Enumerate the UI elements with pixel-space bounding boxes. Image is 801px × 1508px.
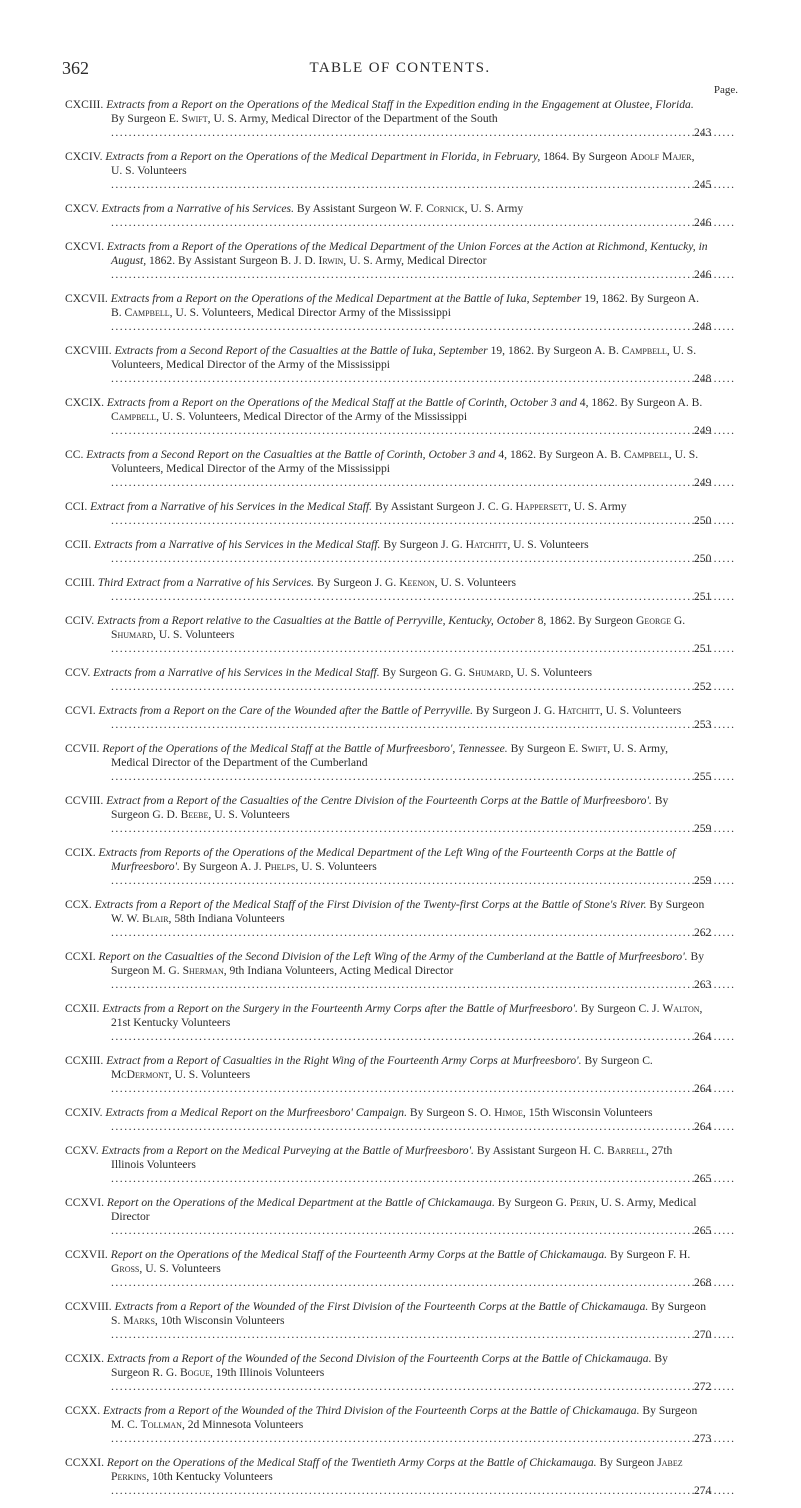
author-name: Beebe [180,808,209,821]
entry-number: CXCVI. [65,240,107,253]
entry-title [95,898,740,939]
entry-number: CCXVII. [65,1248,111,1261]
entry-title [103,1404,740,1445]
dot-leader [523,1106,653,1119]
entry-text: , U. S. Army, Medical Director of the Department of the South [207,112,498,125]
entry-number: CCXIX. [65,1352,107,1365]
entry-page-number: 264 [736,1082,740,1096]
entry-page-number: 265 [736,1172,740,1186]
entry-page-number: 259 [736,874,740,888]
entry-title-italic: Extracts from a Report on the Medical Purveying at the Battle of Murfreesboro'. [101,1144,474,1157]
entry-text: , U. S. Volunteers [510,666,593,679]
entry-text: By Surgeon M. G. [111,950,705,977]
dot-leader [600,704,681,717]
author-name: George G. Shumard [111,614,686,641]
entry-text: 1864. By Surgeon [540,150,630,163]
entry-text: By Surgeon J. G. [314,576,400,589]
entry-title [107,396,740,437]
entry-title-italic: Extracts from a Narrative of his Services in the Medical Staff. [93,538,381,551]
entry-title-italic: Third Extract from a Narrative of his Services. [97,576,315,589]
entry-number: CCX. [65,898,95,911]
entry-title-italic: Extract from a Report of the Casualties of the Centre Division of the Fourteenth Corps at the Battle of Murfreesboro'. [106,794,652,807]
entry-text: , 10th Wisconsin Volunteers [154,1314,285,1327]
entry-page-number: 270 [736,1328,740,1342]
author-name: Himoe [494,1106,523,1119]
entry-title [97,614,740,655]
entry-title [90,500,740,527]
entry-page-number: 251 [736,590,740,604]
entry-title-italic: Extracts from a Report of the Wounded of the Second Division of the Fourteenth Corps at the Battle of Chickamauga. [106,1352,652,1365]
entry-text: By Surgeon J. G. [472,704,559,717]
dot-leader [295,860,376,873]
entry-page-number: 264 [736,1030,740,1044]
entry-title-italic: Report on the Operations of the Medical Department at the Battle of Chickamauga. [106,1196,495,1209]
dot-leader [210,1366,324,1379]
entry-number: CCXIII. [65,1054,107,1067]
toc-entry [65,1404,740,1446]
entry-text: , 19th Illinois Volunteers [209,1366,325,1379]
page-number: 362 [62,58,89,78]
entry-text: , U. S. Volunteers [208,808,290,821]
entry-number: CCXV. [65,1144,102,1157]
entry-text: By Surgeon [596,1456,658,1469]
author-name: Barrell [607,1144,646,1157]
entry-page-number: 263 [736,978,740,992]
entry-number: CXCVIII. [65,344,115,357]
entry-title [102,202,740,229]
entry-text: , U. S. Volunteers [295,860,377,873]
toc-entry [65,1196,740,1238]
entry-text: , U. S. Volunteers [599,704,682,717]
toc-entry [65,98,740,140]
entry-page-number: 274 [736,1484,740,1498]
entry-text: By Surgeon G. G. [379,666,469,679]
toc-entry [65,1352,740,1394]
entry-title-italic: Extracts from a Second Report of the Casualties at the Battle of Iuka, September [114,344,488,357]
entry-text: , U. S. Army, Medical Director [111,1196,697,1223]
author-name: Perin [569,1196,595,1209]
entry-text: By Assistant Surgeon W. F. [293,202,427,215]
entry-number: CCXI. [65,950,99,963]
entry-page-number: 248 [736,372,740,386]
author-name: Walton [662,1002,700,1015]
entry-page-number: 245 [736,178,740,192]
entry-text: By Surgeon M. C. [111,1404,698,1431]
author-name: Happersett [515,500,568,513]
author-name: Sherman [182,964,224,977]
entry-title-italic: Extracts from a Report on the Operations of the Medical Staff at the Battle of Corinth, October 3 and [106,396,577,409]
dot-leader [511,666,592,679]
toc-entry [65,150,740,192]
entry-title [102,1002,740,1043]
entry-title-italic: Extracts from a Report on the Surgery in the Fourteenth Army Corps after the Battle of Murfreesboro'. [102,1002,578,1015]
entry-page-number: 264 [736,1120,740,1134]
author-name: Hatchitt [558,704,600,717]
entry-text: , 58th Indiana Volunteers [168,912,285,925]
toc-entry [65,240,740,282]
dot-leader [169,912,285,925]
entry-title-italic: Extracts from Reports of the Operations of the Medical Department of the Left Wing of the Fourteenth Corps at the Battle of Murfreesboro'. [98,846,676,873]
entry-title-italic: Extracts from a Report on the Operations of the Medical Department at the Battle of Iuka, September [110,292,582,305]
entry-text: , U. S. Volunteers, Medical Director of the Army of the Mississippi [111,448,699,475]
entry-text: By Surgeon C. J. [577,1002,663,1015]
entry-title [106,1054,740,1095]
toc-entry [65,1248,740,1290]
entry-title [93,666,740,693]
author-name: Tollman [140,1418,182,1431]
toc-entry [65,1456,740,1498]
toc-entry [65,1054,740,1096]
entry-number: CCV. [65,666,94,679]
entry-number: CCXIV. [65,1106,106,1119]
toc-entry [65,1002,740,1044]
entry-number: CCXXI. [65,1456,107,1469]
entry-page-number: 243 [736,126,740,140]
toc-entry [65,666,740,694]
entry-text: By Surgeon S. [111,1300,707,1327]
toc-entry [65,396,740,438]
entry-text: , U. S. Volunteers [434,576,517,589]
entry-number: CCIII. [65,576,98,589]
entry-title [111,1248,740,1289]
page-title: TABLE OF CONTENTS. [309,60,491,76]
entry-title-italic: Report on the Operations of the Medical Staff of the Twentieth Army Corps at the Battle of Chickamauga. [106,1456,597,1469]
dot-leader [156,410,467,423]
entry-text: By Surgeon E. [507,742,582,755]
entry-title-italic: Extracts from a Second Report on the Casualties at the Battle of Corinth, October 3 and [86,448,496,461]
entry-page-number: 248 [736,320,740,334]
entry-text: , U. S. Volunteers, Medical Director Army of the Mississippi [169,306,451,319]
author-name: McDermont [111,1068,169,1081]
entry-title [102,1144,740,1185]
entry-title-italic: Report of the Operations of the Medical Staff at the Battle of Murfreesboro', Tennessee. [102,742,508,755]
entry-page-number: 272 [736,1380,740,1394]
entry-page-number: 253 [736,718,740,732]
author-name: Phelps [264,860,296,873]
entry-text: By Assistant Surgeon J. C. G. [372,500,516,513]
entry-number: CCVII. [65,742,103,755]
author-name: Hatchitt [465,538,508,551]
author-name: Adolf Majer [629,150,692,163]
entry-title [86,448,740,489]
entry-title [111,1300,740,1341]
entry-page-number: 249 [736,476,740,490]
entry-title [107,1352,740,1393]
dot-leader [153,628,234,641]
entry-text: , U. S. Army [567,500,627,513]
dot-leader [208,808,289,821]
entry-text: 19, 1862. By Surgeon A. B. [111,292,700,319]
entry-title [106,98,740,139]
entry-text: By Surgeon W. W. [111,898,705,925]
dot-leader [507,538,588,551]
entry-title [99,950,741,991]
entry-number: CXCV. [65,202,102,215]
entry-title [105,150,740,191]
entry-text: , U. S. Volunteers [507,538,589,551]
entry-title-italic: Extracts from a Medical Report on the Murfreesboro' Campaign. [105,1106,407,1119]
author-name: Irwin [318,254,344,267]
dot-leader [208,112,498,125]
entry-text: By Surgeon E. [111,112,182,125]
entry-title-italic: Extracts from a Report relative to the Casualties at the Battle of Perryville, Kentucky, October [97,614,535,627]
entry-text: , U. S. Volunteers [139,1262,221,1275]
entry-text: 19, 1862. By Surgeon A. B. [487,344,622,357]
entry-title-italic: Extracts from a Report of the Wounded of the Third Division of the Fourteenth Corps at the Battle of Chickamauga. [103,1404,640,1417]
toc-entry [65,500,740,528]
toc-entry [65,448,740,490]
entry-number: CXCVII. [65,292,111,305]
author-name: Marks [123,1314,155,1327]
entry-title-italic: Extracts from a Narrative of his Services in the Medical Staff. [93,666,380,679]
entry-text: , U. S. Volunteers, Medical Director of the Army of the Mississippi [156,410,468,423]
toc-entry [65,846,740,888]
dot-leader [182,1418,303,1431]
entry-number: CCXX. [65,1404,104,1417]
dot-leader [224,964,453,977]
entry-text: By Surgeon R. G. [111,1352,668,1379]
entry-page-number: 259 [736,822,740,836]
author-name: Blair [142,912,169,925]
author-name: Swift [181,112,208,125]
entry-text: By Surgeon S. O. [407,1106,495,1119]
entry-number: CCVI. [65,704,99,717]
entry-page-number: 262 [736,926,740,940]
dot-leader [343,254,486,267]
entry-number: CCVIII. [65,794,107,807]
entry-text: By Surgeon A. J. [179,860,265,873]
entry-title [107,1196,740,1237]
toc-entry [65,898,740,940]
toc-entries [65,98,740,1508]
entry-text: By Surgeon G. D. [111,794,669,821]
entry-page-number: 252 [736,680,740,694]
author-name: Swift [581,742,608,755]
entry-text: By Surgeon C. [581,1054,653,1067]
dot-leader [155,1314,285,1327]
entry-text: , 21st Kentucky Volunteers [111,1002,703,1029]
entry-text: , U. S. Army, Medical Director of the Department of the Cumberland [111,742,668,769]
author-name: Campbell [111,410,157,423]
toc-entry [65,1144,740,1186]
author-name: Campbell [124,306,170,319]
entry-number: CCXVIII. [65,1300,115,1313]
entry-number: CCXII. [65,1002,103,1015]
entry-text: , 2d Minnesota Volunteers [181,1418,304,1431]
entry-title-italic: Extracts from a Narrative of his Services. [101,202,294,215]
entry-text: By Surgeon F. H. [607,1248,691,1261]
entry-page-number: 251 [736,642,740,656]
entry-title-italic: Extracts from a Report of the Wounded of the First Division of the Fourteenth Corps at the Battle of Chickamauga. [114,1300,649,1313]
entry-text: , U. S. Volunteers [153,628,235,641]
entry-title [107,1456,740,1497]
entry-number: CXCIV. [65,150,106,163]
page-header [62,58,738,80]
entry-title-italic: Extracts from a Report on the Operations of the Medical Staff in the Expedition ending in the Engagement at Olustee, Florida. [106,98,694,111]
author-name: Keenon [399,576,435,589]
entry-title [102,742,740,783]
dot-leader [170,306,451,319]
entry-text: , 15th Wisconsin Volunteers [522,1106,653,1119]
entry-title [98,576,740,603]
toc-entry [65,538,740,566]
entry-number: CXCIII. [65,98,107,111]
dot-leader [465,202,524,215]
entry-title-italic: Extracts from a Report of the Medical Staff of the First Division of the Twenty-first Corps at the Battle of Stone's River. [94,898,647,911]
entry-text: , U. S. Army [464,202,524,215]
entry-text: , 10th Kentucky Volunteers [146,1470,273,1483]
entry-title [99,704,741,731]
entry-text: By Assistant Surgeon H. C. [473,1144,608,1157]
entry-text: , U. S. Volunteers [111,150,695,177]
dot-leader [169,1068,250,1081]
toc-entry [65,576,740,604]
entry-page-number: 273 [736,1432,740,1446]
toc-entry [65,1300,740,1342]
entry-page-number: 246 [736,216,740,230]
entry-title-italic: Report on the Casualties of the Second Division of the Left Wing of the Army of the Cumberland at the Battle of Murfreesboro'. [98,950,688,963]
toc-entry [65,742,740,784]
entry-page-number: 268 [736,1276,740,1290]
toc-entry [65,202,740,230]
toc-entry [65,704,740,732]
entry-title [111,344,740,385]
toc-entry [65,614,740,656]
entry-number: CXCIX. [65,396,107,409]
entry-number: CCI. [65,500,91,513]
toc-entry [65,344,740,386]
entry-number: CCXVI. [65,1196,107,1209]
entry-title-italic: Extract from a Narrative of his Services in the Medical Staff. [90,500,373,513]
toc-entry [65,794,740,836]
entry-title-italic: Report on the Operations of the Medical Staff of the Fourteenth Army Corps at the Battle of Chickamauga. [110,1248,608,1261]
author-name: Jabez Perkins [111,1456,683,1483]
entry-title-italic: Extracts from a Report on the Operations of the Medical Department in Florida, in February, [105,150,541,163]
dot-leader [568,500,627,513]
author-name: Gross [111,1262,140,1275]
entry-title [105,1106,740,1133]
entry-page-number: 265 [736,1224,740,1238]
author-name: Bogue [180,1366,210,1379]
entry-text: 1862. By Assistant Surgeon B. J. D. [146,254,319,267]
entry-text: 4, 1862. By Surgeon A. B. [495,448,624,461]
author-name: Cornick [426,202,465,215]
entry-page-number: 250 [736,552,740,566]
entry-text: , 9th Indiana Volunteers, Acting Medical Director [223,964,454,977]
entry-number: CCIV. [65,614,98,627]
entry-title [107,240,740,281]
entry-page-number: 249 [736,424,740,438]
entry-title-italic: Extracts from a Report on the Care of the Wounded after the Battle of Perryville. [98,704,473,717]
author-name: Campbell [623,448,669,461]
dot-leader [435,576,516,589]
entry-title [99,846,741,887]
entry-text: 8, 1862. By Surgeon [534,614,636,627]
entry-number: CCIX. [65,846,99,859]
entry-title [111,292,740,333]
entry-page-number: 250 [736,514,740,528]
entry-title-italic: Extracts from a Report of the Operations of the Medical Department of the Union Forces at the Action at Richmond, Kentucky, in August, [106,240,708,267]
entry-number: CC. [65,448,87,461]
author-name: Campbell [621,344,667,357]
entry-text: By Surgeon G. [494,1196,570,1209]
entry-text: , U. S. Army, Medical Director [343,254,487,267]
toc-entry [65,950,740,992]
page-column-label: Page. [713,84,738,96]
entry-text: By Surgeon J. G. [380,538,466,551]
toc-entry [65,292,740,334]
toc-entry [65,1106,740,1134]
dot-leader [146,1470,272,1483]
entry-title [106,794,740,835]
author-name: Shumard [468,666,511,679]
entry-title-italic: Extract from a Report of Casualties in the Right Wing of the Fourteenth Army Corps at Murfreesboro'. [106,1054,582,1067]
entry-text: , U. S. Volunteers [168,1068,251,1081]
entry-page-number: 255 [736,770,740,784]
entry-text: , U. S. Volunteers, Medical Director of the Army of the Mississippi [111,344,697,371]
entry-page-number: 246 [736,268,740,282]
entry-title [94,538,740,565]
entry-number: CCII. [65,538,94,551]
entry-text: 4, 1862. By Surgeon A. B. [576,396,703,409]
entry-text: , 27th Illinois Volunteers [111,1144,673,1171]
dot-leader [139,1262,220,1275]
